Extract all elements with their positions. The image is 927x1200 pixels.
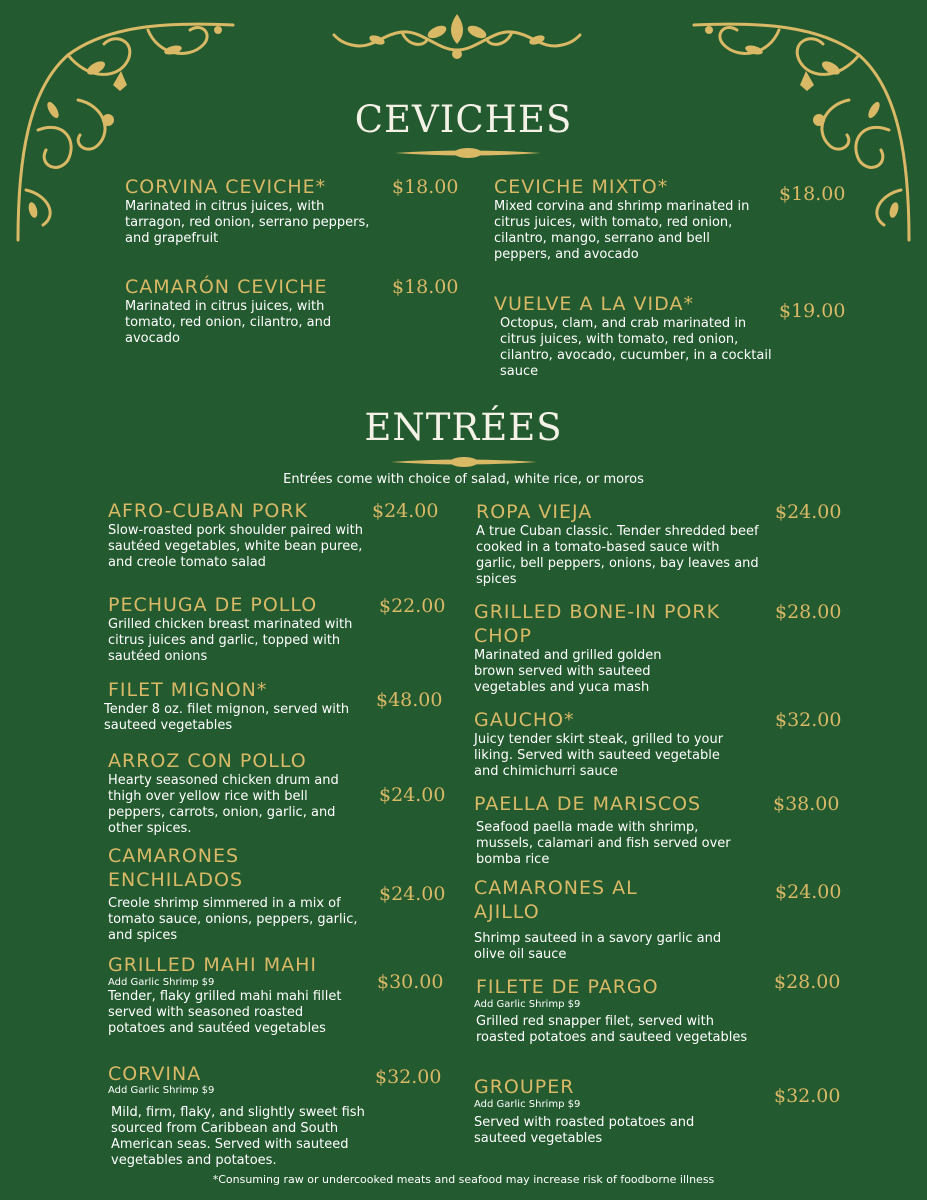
item-addon: Add Garlic Shrimp $9 [474,999,581,1010]
item-description: Grilled chicken breast marinated with citrus juices and garlic, topped with sautéed onions [108,617,353,664]
item-price: $24.00 [775,501,842,523]
item-price: $24.00 [372,500,439,522]
item-price: $32.00 [375,1066,442,1088]
menu-item-ropa-vieja [476,500,761,588]
entrees-heading: ENTRÉES [364,406,563,449]
footer-disclaimer: *Consuming raw or undercooked meats and seafood may increase risk of foodborne illness [212,1173,715,1186]
menu-item-camaron-ceviche [125,275,370,347]
menu-item-camarones-al-ajillo [474,876,759,963]
item-price: $18.00 [392,176,459,198]
item-name: GROUPER [474,1076,575,1098]
item-description: Shrimp sauteed in a savory garlic and olive oil sauce [474,931,722,962]
item-name: GAUCHO* [474,709,575,731]
item-name: CEVICHE MIXTO* [494,176,669,198]
item-price: $22.00 [379,595,446,617]
item-addon: Add Garlic Shrimp $9 [474,1099,581,1110]
item-price: $32.00 [774,1085,841,1107]
menu-item-grilled-bone-in-pork-chop [474,600,764,696]
item-name: CAMARONES AL AJILLO [474,877,638,923]
item-name: ROPA VIEJA [476,501,593,523]
item-price: $24.00 [379,784,446,806]
item-description: Mixed corvina and shrimp marinated in citrus juices, with tomato, red onion, cilantro, mango, serrano and bell peppers, and avocado [494,199,750,262]
item-description: Seafood paella made with shrimp, mussels, calamari and fish served over bomba rice [476,820,731,867]
item-description: Creole shrimp simmered in a mix of tomato sauce, onions, peppers, garlic, and spices [108,896,358,943]
item-name: PAELLA DE MARISCOS [474,793,702,815]
menu-item-camarones-enchilados [108,844,363,944]
menu-item-ceviche-mixto [494,175,759,263]
item-price: $32.00 [775,709,842,731]
entrees-divider-icon [389,454,539,470]
item-description: Juicy tender skirt steak, grilled to your liking. Served with sauteed vegetable and chimichurri sauce [474,732,724,779]
item-name: CORVINA CEVICHE* [125,176,327,198]
item-addon: Add Garlic Shrimp $9 [108,1085,215,1096]
ceviches-heading: CEVICHES [354,98,573,141]
item-price: $28.00 [774,971,841,993]
item-name: GRILLED BONE-IN PORK CHOP [474,601,721,647]
item-price: $19.00 [779,300,846,322]
item-price: $18.00 [779,183,846,205]
item-price: $30.00 [377,971,444,993]
menu-item-arroz-con-pollo [108,749,363,837]
item-price: $24.00 [775,881,842,903]
item-description: A true Cuban classic. Tender shredded beef cooked in a tomato-based sauce with garlic, bell peppers, onions, bay leaves and spices [476,524,759,587]
entrees-subtitle: Entrées come with choice of salad, white rice, or moros [283,472,644,487]
item-description: Octopus, clam, and crab marinated in citrus juices, with tomato, red onion, cilantro, avocado, cucumber, in a cocktail sauce [500,316,772,379]
item-description: Marinated in citrus juices, with tarragon, red onion, serrano peppers, and grapefruit [125,199,370,246]
item-addon: Add Garlic Shrimp $9 [108,977,215,988]
item-name: PECHUGA DE POLLO [108,594,318,616]
item-description: Tender 8 oz. filet mignon, served with sauteed vegetables [104,702,350,733]
menu-item-corvina [108,1063,368,1169]
top-center-ornament-icon [332,10,582,65]
menu-item-vuelve-a-la-vida [494,292,774,380]
menu-item-afro-cuban-pork [108,499,363,571]
item-name: CAMARÓN CEVICHE [125,276,328,298]
item-description: Slow-roasted pork shoulder paired with sautéed vegetables, white bean puree, and creole tomato salad [108,523,363,570]
item-name: FILETE DE PARGO [476,976,659,998]
menu-item-gaucho [474,708,759,780]
menu-item-paella-de-mariscos [474,792,759,868]
item-name: VUELVE A LA VIDA* [494,293,694,315]
item-name: FILET MIGNON* [108,679,268,701]
item-description: Marinated in citrus juices, with tomato, red onion, cilantro, and avocado [125,299,332,346]
ceviches-divider-icon [393,145,543,161]
menu-item-filet-mignon [104,678,364,734]
item-description: Grilled red snapper filet, served with roasted potatoes and sauteed vegetables [476,1014,748,1045]
item-price: $18.00 [392,276,459,298]
menu-item-grilled-mahi-mahi [108,953,363,1037]
item-price: $28.00 [775,601,842,623]
item-name: ARROZ CON POLLO [108,750,307,772]
item-description: Tender, flaky grilled mahi mahi fillet served with seasoned roasted potatoes and sautéed vegetables [108,989,342,1036]
menu-item-corvina-ceviche [125,175,370,247]
item-description: Marinated and grilled golden brown served with sauteed vegetables and yuca mash [474,648,662,695]
menu-item-grouper [474,1075,759,1147]
menu-item-pechuga-de-pollo [108,593,363,665]
item-description: Served with roasted potatoes and sauteed vegetables [474,1115,695,1146]
item-name: AFRO-CUBAN PORK [108,500,308,522]
menu-item-filete-de-pargo [474,975,759,1046]
item-name: CAMARONES ENCHILADOS [108,845,244,891]
item-description: Hearty seasoned chicken drum and thigh over yellow rice with bell peppers, carrots, onion, garlic, and other spices. [108,773,339,836]
item-name: CORVINA [108,1063,202,1085]
item-description: Mild, firm, flaky, and slightly sweet fish sourced from Caribbean and South American seas. Served with sauteed vegetables and potatoes. [111,1105,365,1168]
item-price: $24.00 [379,883,446,905]
item-price: $38.00 [773,793,840,815]
item-price: $48.00 [376,689,443,711]
item-name: GRILLED MAHI MAHI [108,954,317,976]
